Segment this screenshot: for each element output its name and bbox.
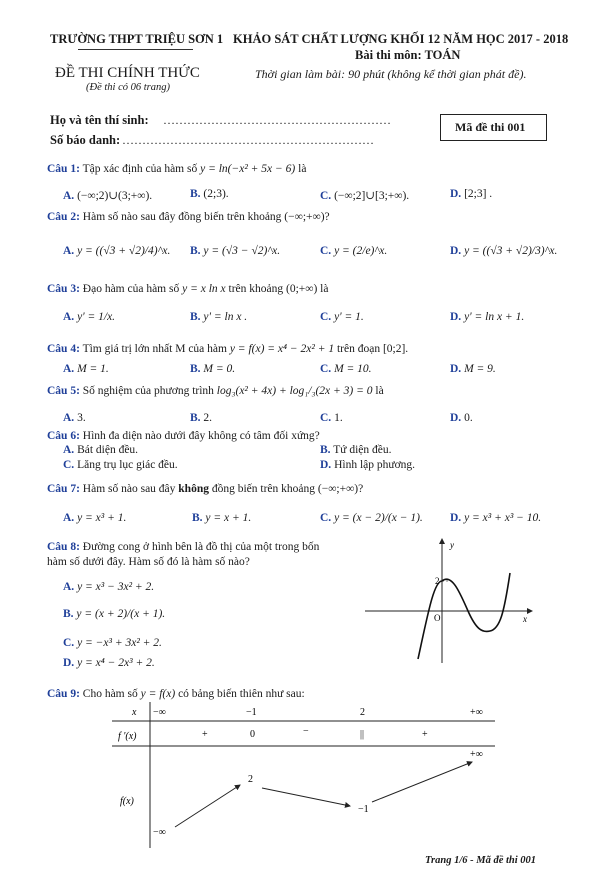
q2-option-b[interactable] bbox=[190, 245, 280, 257]
option-text: (−∞;2]∪[3;+∞). bbox=[334, 190, 410, 202]
option-text: y = x³ + 1. bbox=[77, 512, 127, 524]
q8-graph bbox=[360, 533, 540, 673]
q4-option-d[interactable] bbox=[450, 363, 496, 375]
option-letter: A. bbox=[63, 581, 75, 593]
option-letter: C. bbox=[320, 245, 332, 257]
question-tail: là bbox=[298, 163, 307, 175]
q4-option-c[interactable] bbox=[320, 363, 372, 375]
option-text: M = 1. bbox=[77, 363, 109, 375]
q8-option-c[interactable] bbox=[63, 637, 162, 649]
option-letter: C. bbox=[320, 412, 332, 424]
question-9 bbox=[47, 688, 305, 700]
option-text: y = −x³ + 3x² + 2. bbox=[77, 637, 162, 649]
option-letter: A. bbox=[63, 311, 75, 323]
question-tail: trên đoạn [0;2]. bbox=[336, 343, 409, 355]
option-text: y' = ln x + 1. bbox=[464, 311, 525, 323]
x-value-pos-inf: +∞ bbox=[470, 707, 483, 718]
q5-option-c[interactable] bbox=[320, 412, 343, 424]
question-text: Cho hàm số bbox=[82, 688, 138, 700]
q7-option-d[interactable] bbox=[450, 512, 541, 524]
option-text: y' = 1/x. bbox=[77, 311, 116, 323]
option-text: Tứ diện đều. bbox=[333, 444, 392, 456]
fprime-row-label: f '(x) bbox=[118, 731, 137, 742]
option-letter: B. bbox=[192, 512, 203, 524]
x-row-label: x bbox=[132, 707, 137, 718]
name-dots[interactable]: ………………………………………………… bbox=[163, 113, 391, 127]
question-formula: log₃(x² + 4x) + log₁/₃(2x + 3) = 0 bbox=[216, 385, 373, 397]
option-letter: C. bbox=[320, 311, 332, 323]
sign-double-bar: || bbox=[360, 729, 365, 740]
question-emphasis: không bbox=[178, 483, 209, 495]
question-5 bbox=[47, 385, 384, 397]
option-text: Lăng trụ lục giác đều. bbox=[77, 459, 178, 471]
subject-line: Bài thi môn: TOÁN bbox=[355, 48, 461, 62]
question-label: Câu 2: bbox=[47, 211, 80, 223]
question-label: Câu 4: bbox=[47, 343, 80, 355]
exam-code-box bbox=[440, 114, 547, 141]
option-letter: D. bbox=[320, 459, 332, 471]
option-letter: C. bbox=[63, 637, 75, 649]
option-letter: B. bbox=[190, 245, 201, 257]
q5-option-d[interactable] bbox=[450, 412, 473, 424]
question-label: Câu 1: bbox=[47, 163, 80, 175]
question-text: Đường cong ở hình bên là đồ thị của một trong bốn bbox=[82, 541, 320, 553]
question-tail: trên khoảng (0;+∞) là bbox=[228, 283, 329, 295]
q6-option-d[interactable] bbox=[320, 459, 415, 471]
option-text: (−∞;2)∪(3;+∞). bbox=[77, 190, 153, 202]
variation-table bbox=[110, 700, 500, 850]
q6-option-a[interactable] bbox=[63, 444, 138, 456]
question-formula: y = f(x) bbox=[140, 688, 176, 700]
option-text: (2;3). bbox=[203, 188, 229, 200]
question-8 bbox=[47, 541, 319, 553]
question-formula: y = ln(−x² + 5x − 6) bbox=[200, 163, 296, 175]
option-text: M = 10. bbox=[334, 363, 372, 375]
id-label: Số báo danh: bbox=[50, 133, 121, 147]
option-text: y = x³ + x³ − 10. bbox=[464, 512, 542, 524]
q8-option-b[interactable] bbox=[63, 608, 165, 620]
option-text: y = x⁴ − 2x³ + 2. bbox=[77, 657, 155, 669]
name-label: Họ và tên thí sinh: bbox=[50, 113, 149, 127]
q3-option-b[interactable] bbox=[190, 311, 247, 323]
question-label: Câu 5: bbox=[47, 385, 80, 397]
q1-option-d[interactable] bbox=[450, 188, 492, 200]
question-formula: y = f(x) = x⁴ − 2x² + 1 bbox=[229, 343, 335, 355]
option-text: Hình lập phương. bbox=[334, 459, 416, 471]
question-label: Câu 6: bbox=[47, 430, 80, 442]
q5-option-b[interactable] bbox=[190, 412, 212, 424]
arrow-decrease bbox=[262, 788, 350, 806]
id-dots[interactable]: ……………………………………………………… bbox=[122, 133, 374, 147]
arrow-increase-1 bbox=[175, 785, 240, 827]
q2-option-d[interactable] bbox=[450, 245, 557, 257]
option-letter: B. bbox=[190, 363, 201, 375]
option-letter: D. bbox=[450, 188, 462, 200]
f-row-label: f(x) bbox=[120, 796, 134, 807]
q5-option-a[interactable] bbox=[63, 412, 86, 424]
q7-option-b[interactable] bbox=[192, 512, 251, 524]
question-6 bbox=[47, 430, 320, 442]
option-letter: B. bbox=[320, 444, 331, 456]
option-letter: A. bbox=[63, 190, 75, 202]
question-text: Tìm giá trị lớn nhất M của hàm bbox=[82, 343, 227, 355]
q2-option-c[interactable] bbox=[320, 245, 387, 257]
option-letter: A. bbox=[63, 444, 75, 456]
x-value-minus-one: −1 bbox=[246, 707, 257, 718]
function-curve bbox=[418, 573, 510, 659]
y-tick-label: 2 bbox=[435, 576, 440, 586]
option-text: M = 9. bbox=[464, 363, 496, 375]
time-note: Thời gian làm bài: 90 phút (không kể thời gian phát đề). bbox=[255, 67, 527, 81]
question-text: Hàm số nào sau đây bbox=[82, 483, 176, 495]
option-letter: D. bbox=[450, 311, 462, 323]
option-text: y = (√3 − √2)^x. bbox=[203, 245, 281, 257]
option-text: y = ((√3 + √2)/3)^x. bbox=[464, 245, 558, 257]
question-3 bbox=[47, 283, 328, 295]
question-tail: có bảng biến thiên như sau: bbox=[178, 688, 305, 700]
q3-option-c[interactable] bbox=[320, 311, 364, 323]
option-letter: B. bbox=[190, 412, 201, 424]
f-value-end: +∞ bbox=[470, 749, 483, 760]
option-letter: A. bbox=[63, 412, 75, 424]
f-value-min: −1 bbox=[358, 804, 369, 815]
question-text: Đạo hàm của hàm số bbox=[82, 283, 180, 295]
f-value-start: −∞ bbox=[153, 827, 166, 838]
page-footer: Trang 1/6 - Mã đề thi 001 bbox=[425, 855, 537, 866]
option-letter: C. bbox=[320, 190, 332, 202]
arrow-increase-2 bbox=[372, 762, 472, 802]
option-letter: D. bbox=[450, 412, 462, 424]
question-text: đồng biến trên khoảng (−∞;+∞)? bbox=[211, 483, 364, 495]
sign-zero: 0 bbox=[250, 729, 255, 740]
question-label: Câu 7: bbox=[47, 483, 80, 495]
option-text: y = ((√3 + √2)/4)^x. bbox=[77, 245, 171, 257]
option-letter: D. bbox=[450, 512, 462, 524]
q6-option-b[interactable] bbox=[320, 444, 392, 456]
option-text: y = (x − 2)/(x − 1). bbox=[334, 512, 423, 524]
question-text: Tập xác định của hàm số bbox=[82, 163, 198, 175]
option-letter: C. bbox=[320, 363, 332, 375]
q8-option-a[interactable] bbox=[63, 581, 154, 593]
q6-option-c[interactable] bbox=[63, 459, 178, 471]
f-value-max: 2 bbox=[248, 774, 253, 785]
option-text: M = 0. bbox=[203, 363, 236, 375]
q1-option-b[interactable] bbox=[190, 188, 229, 200]
q3-option-d[interactable] bbox=[450, 311, 524, 323]
sign-minus: − bbox=[303, 726, 309, 737]
question-7 bbox=[47, 483, 363, 495]
option-letter: B. bbox=[190, 188, 201, 200]
option-letter: C. bbox=[63, 459, 75, 471]
x-value-two: 2 bbox=[360, 707, 365, 718]
q2-option-a[interactable] bbox=[63, 245, 170, 257]
question-text: Hàm số nào sau đây đồng biến trên khoảng (−∞;+∞)? bbox=[82, 211, 330, 223]
q3-option-a[interactable] bbox=[63, 311, 115, 323]
option-letter: D. bbox=[63, 657, 75, 669]
question-1 bbox=[47, 163, 306, 175]
option-text: Bát diện đều. bbox=[77, 444, 139, 456]
option-text: y = (x + 2)/(x + 1). bbox=[76, 608, 166, 620]
question-tail: là bbox=[375, 385, 384, 397]
exam-code: Mã đề thi 001 bbox=[455, 120, 526, 134]
option-text: y = x³ − 3x² + 2. bbox=[77, 581, 155, 593]
question-formula: y = x ln x bbox=[182, 283, 226, 295]
option-text: [2;3] . bbox=[464, 188, 493, 200]
option-text: y' = ln x . bbox=[203, 311, 248, 323]
option-letter: A. bbox=[63, 512, 75, 524]
q4-option-b[interactable] bbox=[190, 363, 235, 375]
sign-plus-1: + bbox=[202, 729, 208, 740]
school-underline bbox=[78, 49, 193, 50]
question-4 bbox=[47, 343, 408, 355]
q1-option-a[interactable] bbox=[63, 188, 152, 202]
pages-note: (Đề thi có 06 trang) bbox=[86, 82, 170, 93]
q4-option-a[interactable] bbox=[63, 363, 109, 375]
exam-title: KHẢO SÁT CHẤT LƯỢNG KHỐI 12 NĂM HỌC 2017 - 2018 bbox=[233, 32, 569, 46]
option-letter: A. bbox=[63, 363, 75, 375]
option-text: 2. bbox=[203, 412, 213, 424]
question-label: Câu 3: bbox=[47, 283, 80, 295]
question-label: Câu 8: bbox=[47, 541, 80, 553]
option-text: 0. bbox=[464, 412, 473, 424]
option-letter: D. bbox=[450, 245, 462, 257]
option-letter: D. bbox=[450, 363, 462, 375]
school-name: TRƯỜNG THPT TRIỆU SƠN 1 bbox=[50, 32, 224, 46]
question-8-line2: hàm số dưới đây. Hàm số đó là hàm số nào? bbox=[47, 556, 250, 568]
q7-option-a[interactable] bbox=[63, 512, 126, 524]
y-axis-label: y bbox=[450, 540, 454, 550]
option-text: y = (2/e)^x. bbox=[334, 245, 388, 257]
x-value-neg-inf: −∞ bbox=[153, 707, 166, 718]
option-text: 1. bbox=[334, 412, 343, 424]
option-text: 3. bbox=[77, 412, 86, 424]
question-label: Câu 9: bbox=[47, 688, 80, 700]
option-text: y' = 1. bbox=[334, 311, 364, 323]
origin-label: O bbox=[434, 613, 441, 623]
question-text: Số nghiệm của phương trình bbox=[82, 385, 214, 397]
option-letter: A. bbox=[63, 245, 75, 257]
sign-plus-2: + bbox=[422, 729, 428, 740]
option-text: y = x + 1. bbox=[205, 512, 252, 524]
question-2 bbox=[47, 211, 330, 223]
x-axis-label: x bbox=[523, 614, 527, 624]
official-label: ĐỀ THI CHÍNH THỨC bbox=[55, 65, 200, 81]
q7-option-c[interactable] bbox=[320, 512, 423, 524]
option-letter: B. bbox=[63, 608, 74, 620]
question-text: Hình đa diện nào dưới đây không có tâm đối xứng? bbox=[82, 430, 320, 442]
option-letter: B. bbox=[190, 311, 201, 323]
option-letter: C. bbox=[320, 512, 332, 524]
q1-option-c[interactable] bbox=[320, 188, 409, 202]
q8-option-d[interactable] bbox=[63, 657, 155, 669]
